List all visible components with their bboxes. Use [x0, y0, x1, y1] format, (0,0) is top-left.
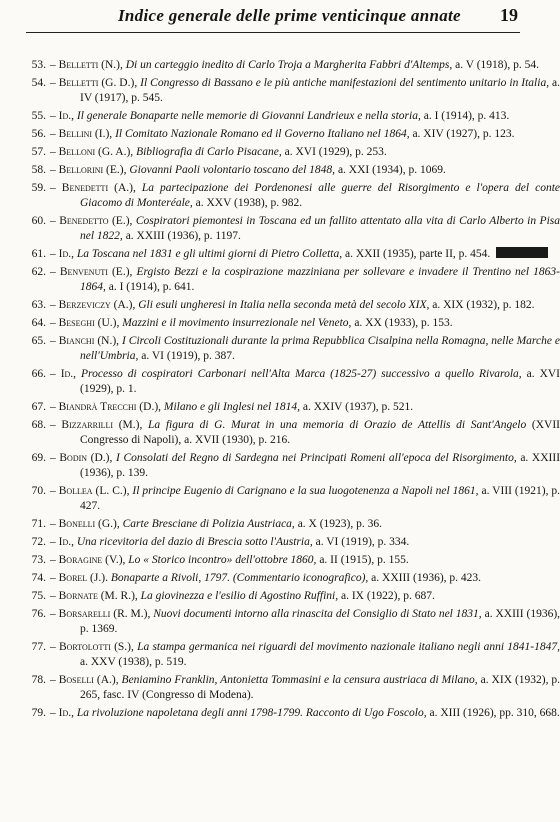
index-entry [0, 553, 550, 568]
entry-title: Nuovi documenti intorno alla rinascita del Consiglio di Stato nel 1831, [153, 608, 482, 620]
entry-author: Borsarelli (R. M.), [58, 608, 151, 620]
entry-citation: a. XIII (1926), pp. 310, 668. [429, 707, 560, 719]
index-entry [0, 640, 560, 670]
entry-title: Il Congresso di Bassano e le più antiche manifestazioni del sentimento unitario in Italia, [140, 77, 550, 89]
entry-text: – Borel (J.). Bonaparte a Rivoli, 1797. (Commentario iconografico), a. XXIII (1936), p. 423. [50, 572, 482, 584]
entry-citation: a. I (1914), p. 413. [423, 110, 510, 122]
entry-number: 59. [31, 182, 46, 194]
entry-author: Belloni (G. A.), [58, 146, 134, 158]
entry-text: – Boselli (A.), Beniamino Franklin, Antonietta Tommasini e la censura austriaca di Milano, a. XIX (1932), p. 265, fasc. IV (Congresso di Modena). [50, 674, 560, 701]
entry-author: Bortolotti (S.), [58, 641, 134, 653]
entry-title: La Toscana nel 1831 e gli ultimi giorni di Pietro Colletta, [76, 248, 343, 260]
entry-number: 54. [31, 77, 46, 89]
entry-author: Borel (J.). [58, 572, 108, 584]
entry-title: I Circoli Costituzionali durante la prima Repubblica Cisalpina nella Romagna, nelle Marche e nell'Umbria, [80, 335, 560, 362]
index-entry [0, 517, 550, 532]
index-entry [0, 535, 550, 550]
entry-title: Processo di cospiratori Carbonari nell'Alta Marca (1825-27) successivo a quello Rivarola, [81, 368, 522, 380]
entry-number: 71. [31, 518, 46, 530]
entry-citation: a. II (1915), p. 155. [319, 554, 409, 566]
entry-text: – Id., La rivoluzione napoletana degli anni 1798-1799. Racconto di Ugo Foscolo, a. XIII (1926), pp. 310, 668. [50, 707, 560, 719]
entry-number: 60. [31, 215, 46, 227]
entry-number: 62. [31, 266, 46, 278]
entry-citation: a. XXIII (1936), p. 139. [80, 452, 560, 479]
running-header [26, 2, 520, 33]
entry-text: – Boragine (V.), Lo « Storico incontro» dell'ottobre 1860, a. II (1915), p. 155. [50, 554, 409, 566]
entry-author: Belletti (N.), [58, 59, 123, 71]
entry-citation: a. XXI (1934), p. 1069. [337, 164, 446, 176]
entry-citation: a. XXIII (1936), p. 1197. [125, 230, 241, 242]
entry-author: Bellorini (E.), [58, 164, 127, 176]
entry-citation: a. XIX (1932), p. 265, fasc. IV (Congresso di Modena). [80, 674, 560, 701]
index-entry [0, 265, 560, 295]
index-entry [0, 706, 560, 721]
entry-author: Id., [58, 110, 74, 122]
entry-title: Milano e gli Inglesi nel 1814, [163, 401, 300, 413]
entry-number: 57. [31, 146, 46, 158]
entry-author: Belletti (G. D.), [58, 77, 138, 89]
entry-title: Gli esuli ungheresi in Italia nella seconda metà del secolo XIX, [138, 299, 430, 311]
entry-title: Cospiratori piemontesi in Toscana ed un fallito attentato alla vita di Carlo Alberto in Pisa nel 1822, [80, 215, 560, 242]
entry-title: Il Comitato Nazionale Romano ed il Governo Italiano nel 1864, [115, 128, 410, 140]
entry-citation: a. XXV (1938), p. 519. [80, 656, 187, 668]
entry-author: Boragine (V.), [58, 554, 126, 566]
entry-number: 67. [31, 401, 46, 413]
entry-text: – Id., Una ricevitoria del dazio di Brescia sotto l'Austria, a. VI (1919), p. 334. [50, 536, 410, 548]
entry-author: Benedetti (A.), [61, 182, 136, 194]
entry-citation: a. VI (1919), p. 387. [141, 350, 235, 362]
index-entry [0, 181, 560, 211]
index-entry [0, 316, 550, 331]
entry-text: – Biandrà Trecchi (D.), Milano e gli Inglesi nel 1814, a. XXIV (1937), p. 521. [50, 401, 414, 413]
entry-text: – Benedetti (A.), La partecipazione dei Pordenonesi alle guerre del Risorgimento e l'opera del conte Giacomo di Monteréale, a. XXV (1938), p. 982. [50, 182, 560, 209]
index-entry [0, 451, 560, 481]
index-entry [0, 400, 550, 415]
index-entry [0, 109, 550, 124]
index-entry [0, 571, 550, 586]
entry-title: Il principe Eugenio di Carignano e la sua luogotenenza a Napoli nel 1861, [132, 485, 479, 497]
entry-citation: a. XXII (1935), parte II, p. 454. [345, 248, 491, 260]
entry-title: Bonaparte a Rivoli, 1797. (Commentario iconografico), [110, 572, 369, 584]
entry-author: Id., [58, 707, 74, 719]
entry-number: 69. [31, 452, 46, 464]
index-entry [0, 589, 550, 604]
entry-title: Una ricevitoria del dazio di Brescia sotto l'Austria, [76, 536, 313, 548]
entry-citation: a. VI (1919), p. 334. [315, 536, 410, 548]
entry-text: – Benvenuti (E.), Ergisto Bezzi e la cospirazione mazziniana per sollevare e invadere il Trentino nel 1863-1864, a. I (1914), p. 641. [50, 266, 560, 293]
index-entry [0, 484, 560, 514]
entry-text: – Belloni (G. A.), Bibliografia di Carlo Pisacane, a. XVI (1929), p. 253. [50, 146, 387, 158]
index-entry [0, 607, 560, 637]
entry-number: 61. [31, 248, 46, 260]
entry-text: – Bonelli (G.), Carte Bresciane di Polizia Austriaca, a. X (1923), p. 36. [50, 518, 383, 530]
entry-text: – Bortolotti (S.), La stampa germanica nei riguardi del movimento nazionale italiano negli anni 1841-1847, a. XXV (1938), p. 519. [50, 641, 560, 668]
entry-title: La partecipazione dei Pordenonesi alle guerre del Risorgimento e l'opera del conte Giacomo di Monteréale, [80, 182, 560, 209]
entry-citation: a. I (1914), p. 641. [108, 281, 195, 293]
entry-citation: a. IX (1922), p. 687. [340, 590, 435, 602]
entry-number: 65. [31, 335, 46, 347]
entry-author: Benvenuti (E.), [59, 266, 133, 278]
entry-number: 72. [31, 536, 46, 548]
entry-author: Benedetto (E.), [59, 215, 133, 227]
entry-citation: a. XXIV (1937), p. 521. [302, 401, 414, 413]
entry-citation: a. XVI (1929), p. 253. [284, 146, 387, 158]
entry-author: Bonelli (G.), [58, 518, 120, 530]
header-title: Indice generale delle prime venticinque annate [118, 6, 461, 25]
index-entry [0, 76, 560, 106]
entry-number: 75. [31, 590, 46, 602]
entry-citation: a. V (1918), p. 54. [455, 59, 540, 71]
ink-blot-mark [496, 247, 548, 258]
entry-title: Bibliografia di Carlo Pisacane, [136, 146, 282, 158]
entry-number: 74. [31, 572, 46, 584]
entry-text: – Bianchi (N.), I Circoli Costituzionali durante la prima Repubblica Cisalpina nella Romagna, nelle Marche e nell'Umbria, a. VI (1919), p. 387. [50, 335, 560, 362]
entry-title: La figura di G. Murat in una memoria di Orazio de Attellis di Sant'Angelo [148, 419, 527, 431]
entry-number: 66. [31, 368, 46, 380]
index-entry [0, 247, 550, 262]
entry-author: Id., [60, 368, 77, 380]
entry-citation: a. XVI (1929), p. 1. [80, 368, 560, 395]
entry-title: Di un carteggio inedito di Carlo Troja a Margherita Fabbri d'Altemps, [125, 59, 453, 71]
entry-author: Id., [58, 536, 74, 548]
entry-author: Bizzarrilli (M.), [61, 419, 143, 431]
entry-title: Giovanni Paoli volontario toscano del 1848, [129, 164, 336, 176]
entry-citation: a. X (1923), p. 36. [297, 518, 383, 530]
entry-number: 56. [31, 128, 46, 140]
index-entry [0, 418, 560, 448]
entry-number: 78. [31, 674, 46, 686]
entry-author: Beseghi (U.), [58, 317, 120, 329]
entry-text: – Bellorini (E.), Giovanni Paoli volontario toscano del 1848, a. XXI (1934), p. 1069. [50, 164, 446, 176]
index-entry [0, 127, 550, 142]
entry-title: La rivoluzione napoletana degli anni 1798-1799. Racconto di Ugo Foscolo, [76, 707, 427, 719]
entry-author: Bornate (M. R.), [58, 590, 138, 602]
entry-text: – Bizzarrilli (M.), La figura di G. Murat in una memoria di Orazio de Attellis di Sant'Angelo (XVII Congresso di Napoli), a. XVII (1930), p. 216. [50, 419, 560, 446]
entry-text: – Bodin (D.), I Consolati del Regno di Sardegna nei Principati Romeni all'epoca del Risorgimento, a. XXIII (1936), p. 139. [50, 452, 560, 479]
entry-number: 55. [31, 110, 46, 122]
entry-title: Mazzini e il movimento insurrezionale nel Veneto, [122, 317, 352, 329]
entry-text: – Bornate (M. R.), La giovinezza e l'esilio di Agostino Ruffini, a. IX (1922), p. 687. [50, 590, 435, 602]
entry-citation: a. XXV (1938), p. 982. [195, 197, 303, 209]
entry-text: – Borsarelli (R. M.), Nuovi documenti intorno alla rinascita del Consiglio di Stato nel 1831, a. XXIII (1936), p. 1369. [50, 608, 560, 635]
entry-number: 70. [31, 485, 46, 497]
index-entry [0, 367, 560, 397]
entry-citation: a. XX (1933), p. 153. [354, 317, 453, 329]
entry-author: Boselli (A.), [58, 674, 119, 686]
entry-number: 73. [31, 554, 46, 566]
entry-citation: (XVII Congresso di Napoli), a. XVII (1930), p. 216. [80, 419, 560, 446]
entry-title: Il generale Bonaparte nelle memorie di Giovanni Landrieux e nella storia, [76, 110, 421, 122]
entry-author: Id., [58, 248, 74, 260]
entry-number: 68. [31, 419, 46, 431]
entry-number: 64. [31, 317, 46, 329]
index-entries [0, 58, 560, 724]
entry-number: 77. [31, 641, 46, 653]
entry-citation: a. XIX (1932), p. 182. [432, 299, 535, 311]
entry-citation: a. XXIII (1936), p. 1369. [80, 608, 560, 635]
entry-number: 53. [31, 59, 46, 71]
index-entry [0, 298, 550, 313]
entry-title: Beniamino Franklin, Antonietta Tommasini e la censura austriaca di Milano, [121, 674, 478, 686]
entry-text: – Belletti (N.), Di un carteggio inedito di Carlo Troja a Margherita Fabbri d'Altemps, a. V (1918), p. 54. [50, 59, 540, 71]
entry-text: – Id., Processo di cospiratori Carbonari nell'Alta Marca (1825-27) successivo a quello Rivarola, a. XVI (1929), p. 1. [50, 368, 560, 395]
entry-citation: a. VIII (1921), p. 427. [80, 485, 560, 512]
index-entry [0, 145, 550, 160]
entry-text: – Id., La Toscana nel 1831 e gli ultimi giorni di Pietro Colletta, a. XXII (1935), parte II, p. 454. [50, 247, 560, 262]
entry-title: La stampa germanica nei riguardi del movimento nazionale italiano negli anni 1841-1847, [137, 641, 560, 653]
entry-text: – Berzeviczy (A.), Gli esuli ungheresi in Italia nella seconda metà del secolo XIX, a. XIX (1932), p. 182. [50, 299, 535, 311]
entry-citation: a. IV (1917), p. 545. [80, 77, 560, 104]
entry-author: Berzeviczy (A.), [58, 299, 136, 311]
index-entry [0, 673, 560, 703]
page-number: 19 [500, 5, 518, 25]
entry-number: 79. [31, 707, 46, 719]
entry-number: 63. [31, 299, 46, 311]
entry-text: – Bellini (I.), Il Comitato Nazionale Romano ed il Governo Italiano nel 1864, a. XIV (1927), p. 123. [50, 128, 515, 140]
index-entry [0, 214, 560, 244]
entry-author: Bodin (D.), [59, 452, 113, 464]
entry-title: Ergisto Bezzi e la cospirazione mazziniana per sollevare e invadere il Trentino nel 1863-1864, [80, 266, 560, 293]
entry-title: Carte Bresciane di Polizia Austriaca, [122, 518, 295, 530]
entry-author: Bianchi (N.), [58, 335, 120, 347]
index-entry [0, 58, 550, 73]
entry-author: Bollea (L. C.), [58, 485, 130, 497]
entry-title: La giovinezza e l'esilio di Agostino Ruffini, [140, 590, 339, 602]
entry-title: Lo « Storico incontro» dell'ottobre 1860, [128, 554, 317, 566]
entry-title: I Consolati del Regno di Sardegna nei Principati Romeni all'epoca del Risorgimento, [116, 452, 517, 464]
entry-number: 76. [31, 608, 46, 620]
entry-text: – Belletti (G. D.), Il Congresso di Bassano e le più antiche manifestazioni del sentimento unitario in Italia, a. IV (1917), p. 545. [50, 77, 560, 104]
entry-author: Biandrà Trecchi (D.), [58, 401, 162, 413]
entry-author: Bellini (I.), [58, 128, 113, 140]
index-entry [0, 163, 550, 178]
entry-number: 58. [31, 164, 46, 176]
entry-citation: a. XIV (1927), p. 123. [412, 128, 515, 140]
entry-text: – Id., Il generale Bonaparte nelle memorie di Giovanni Landrieux e nella storia, a. I (1914), p. 413. [50, 110, 510, 122]
entry-text: – Beseghi (U.), Mazzini e il movimento insurrezionale nel Veneto, a. XX (1933), p. 153. [50, 317, 453, 329]
entry-text: – Bollea (L. C.), Il principe Eugenio di Carignano e la sua luogotenenza a Napoli nel 1861, a. VIII (1921), p. 427. [50, 485, 560, 512]
entry-text: – Benedetto (E.), Cospiratori piemontesi in Toscana ed un fallito attentato alla vita di Carlo Alberto in Pisa nel 1822, a. XXIII (1936), p. 1197. [50, 215, 560, 242]
index-entry [0, 334, 560, 364]
entry-citation: a. XXIII (1936), p. 423. [371, 572, 482, 584]
